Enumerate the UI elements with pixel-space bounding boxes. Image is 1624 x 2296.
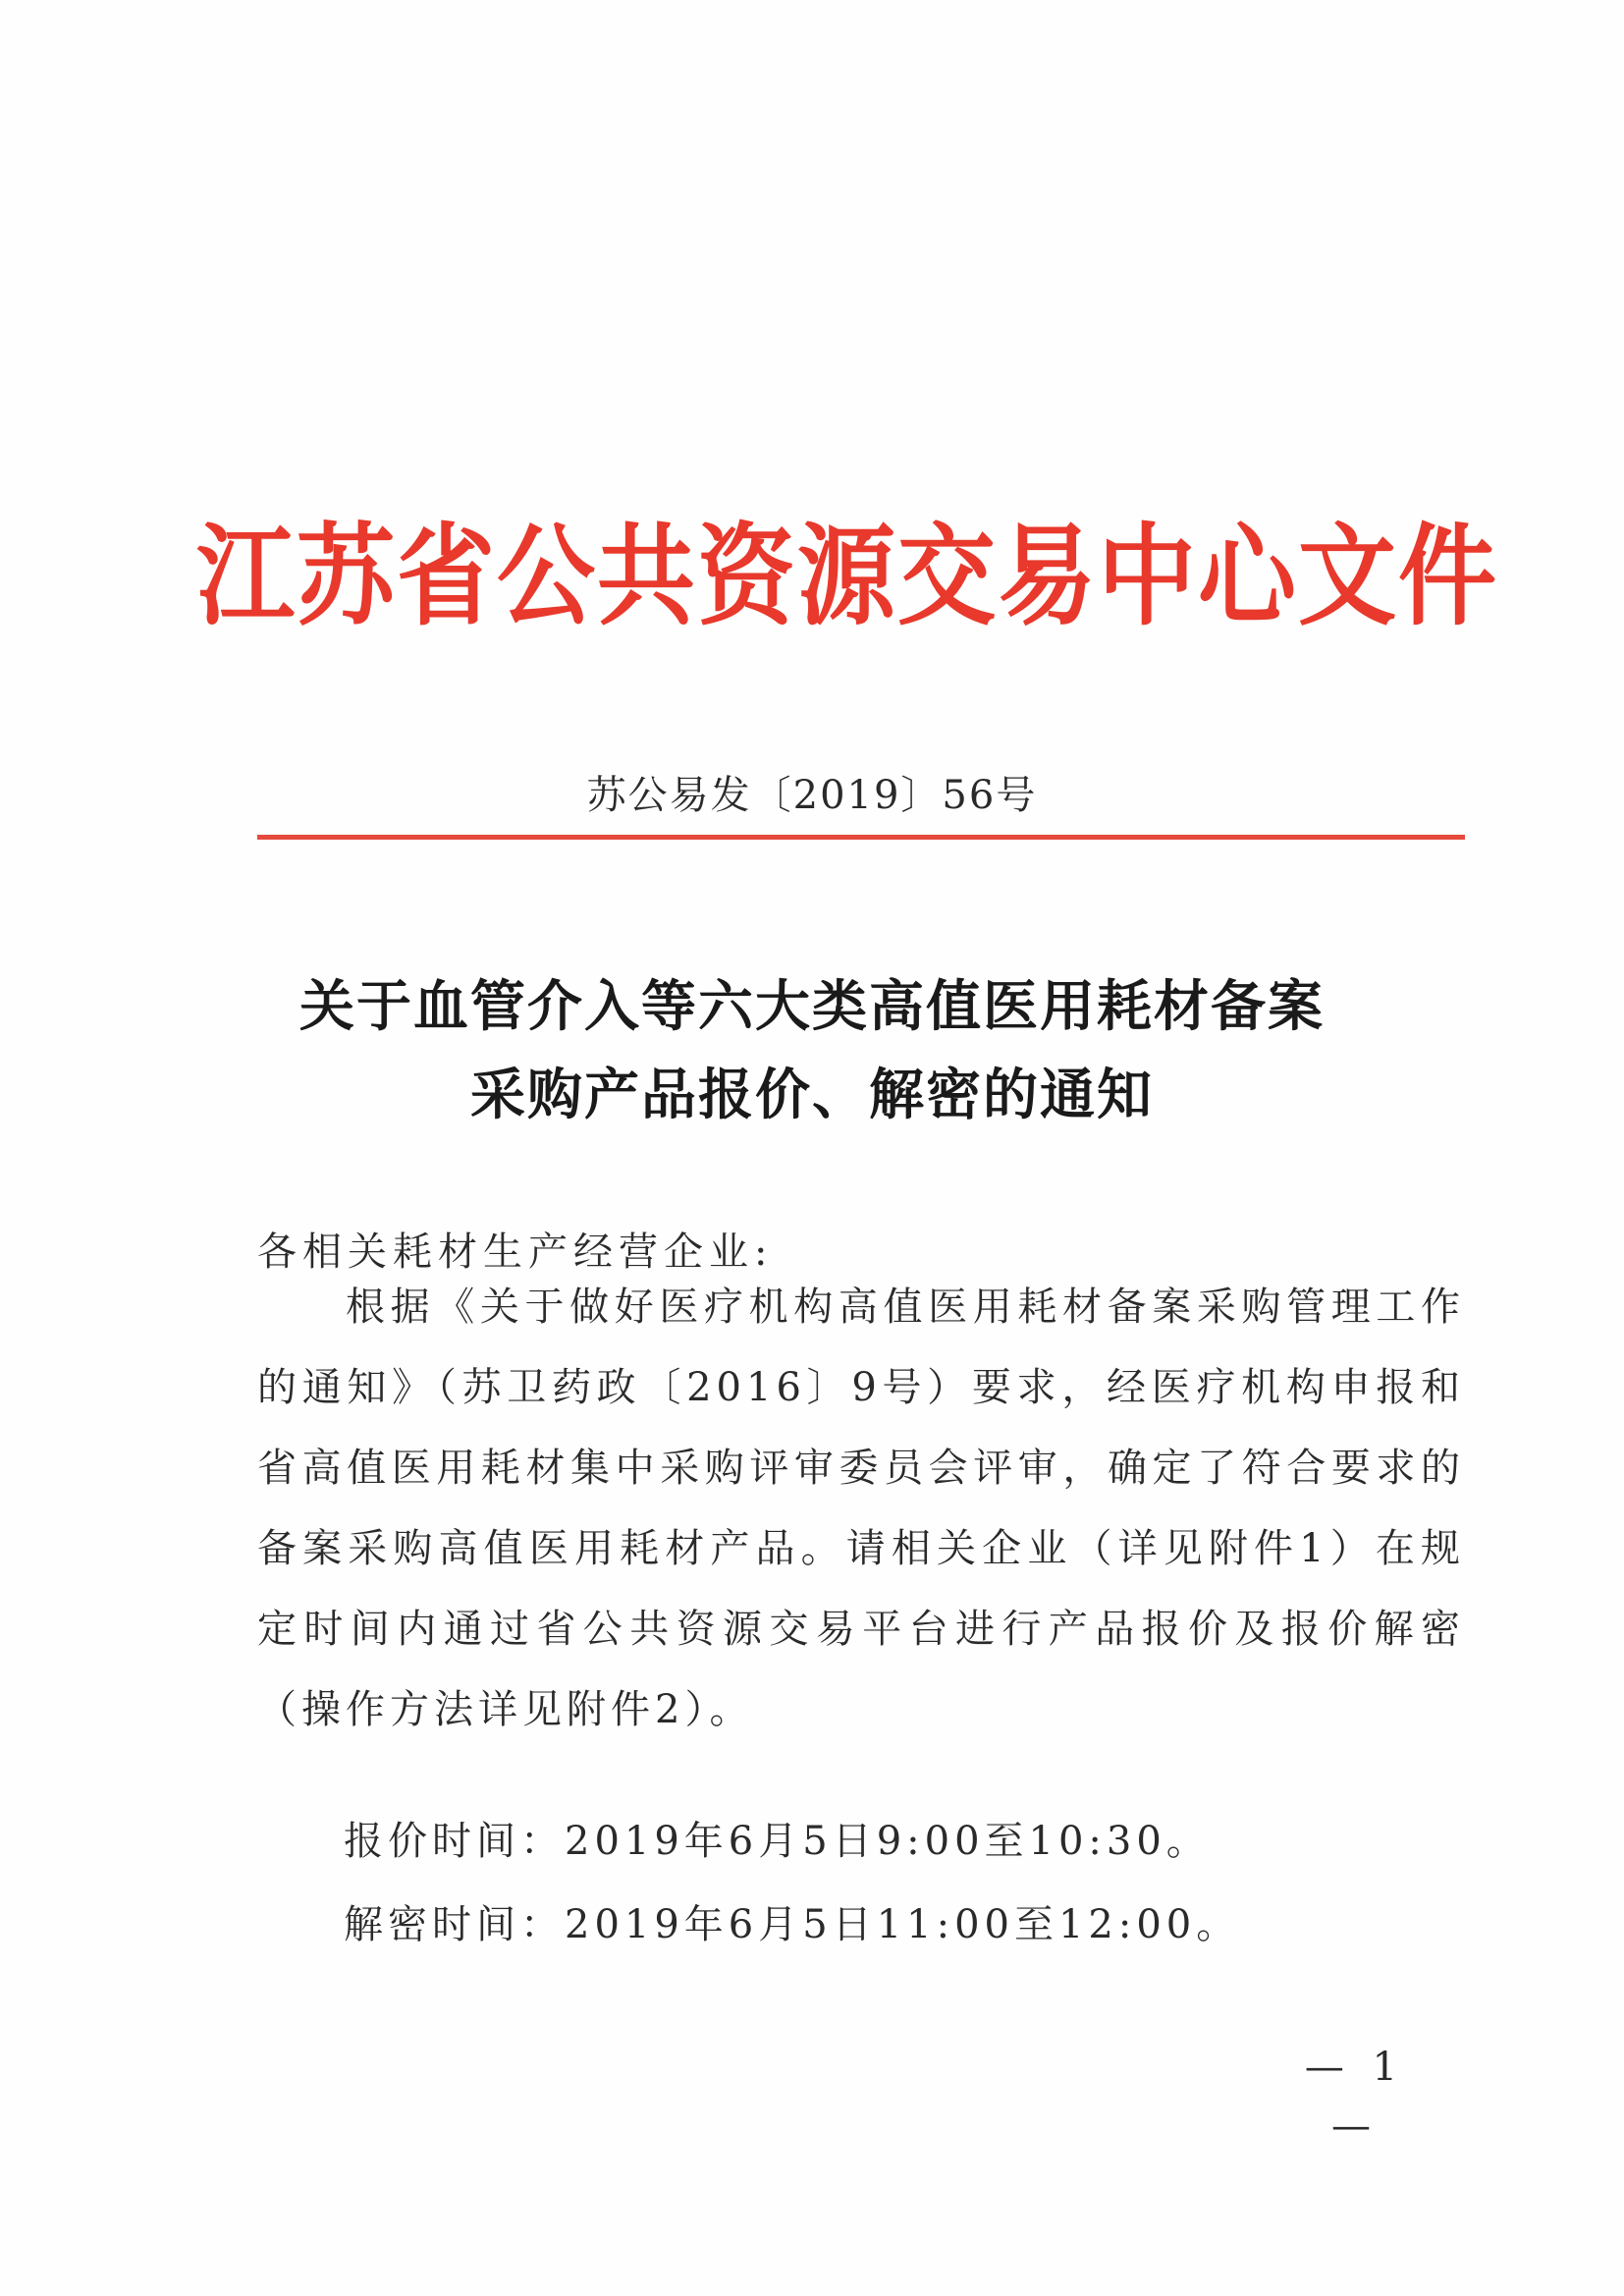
notice-title-line-1: 关于血管介入等六大类高值医用耗材备案 xyxy=(299,974,1325,1039)
notice-title-line-2: 采购产品报价、解密的通知 xyxy=(470,1063,1154,1127)
document-number: 苏公易发〔2019〕56号 xyxy=(586,773,1038,818)
salutation: 各相关耗材生产经营企业: xyxy=(257,1230,774,1275)
red-divider-line xyxy=(257,835,1465,840)
decrypt-time: 解密时间：2019年6月5日11:00至12:00。 xyxy=(344,1902,1241,1947)
body-paragraph: 根据《关于做好医疗机构高值医用耗材备案采购管理工作的通知》（苏卫药政〔2016〕9号）要求，经医疗机构申报和省高值医用耗材集中采购评审委员会评审，确定了符合要求的备案采购高值医用耗材产品。请相关企业（详见附件1）在规定时间内通过省公共资源交易平台进行产品报价及报价解密（操作方法详见附件2）。 xyxy=(257,1285,1465,1732)
masthead-title: 江苏省公共资源交易中心文件 xyxy=(196,512,1498,641)
quote-time: 报价时间：2019年6月5日9:00至10:30。 xyxy=(344,1819,1211,1864)
page-number: — 1 — xyxy=(1304,2045,1406,2149)
